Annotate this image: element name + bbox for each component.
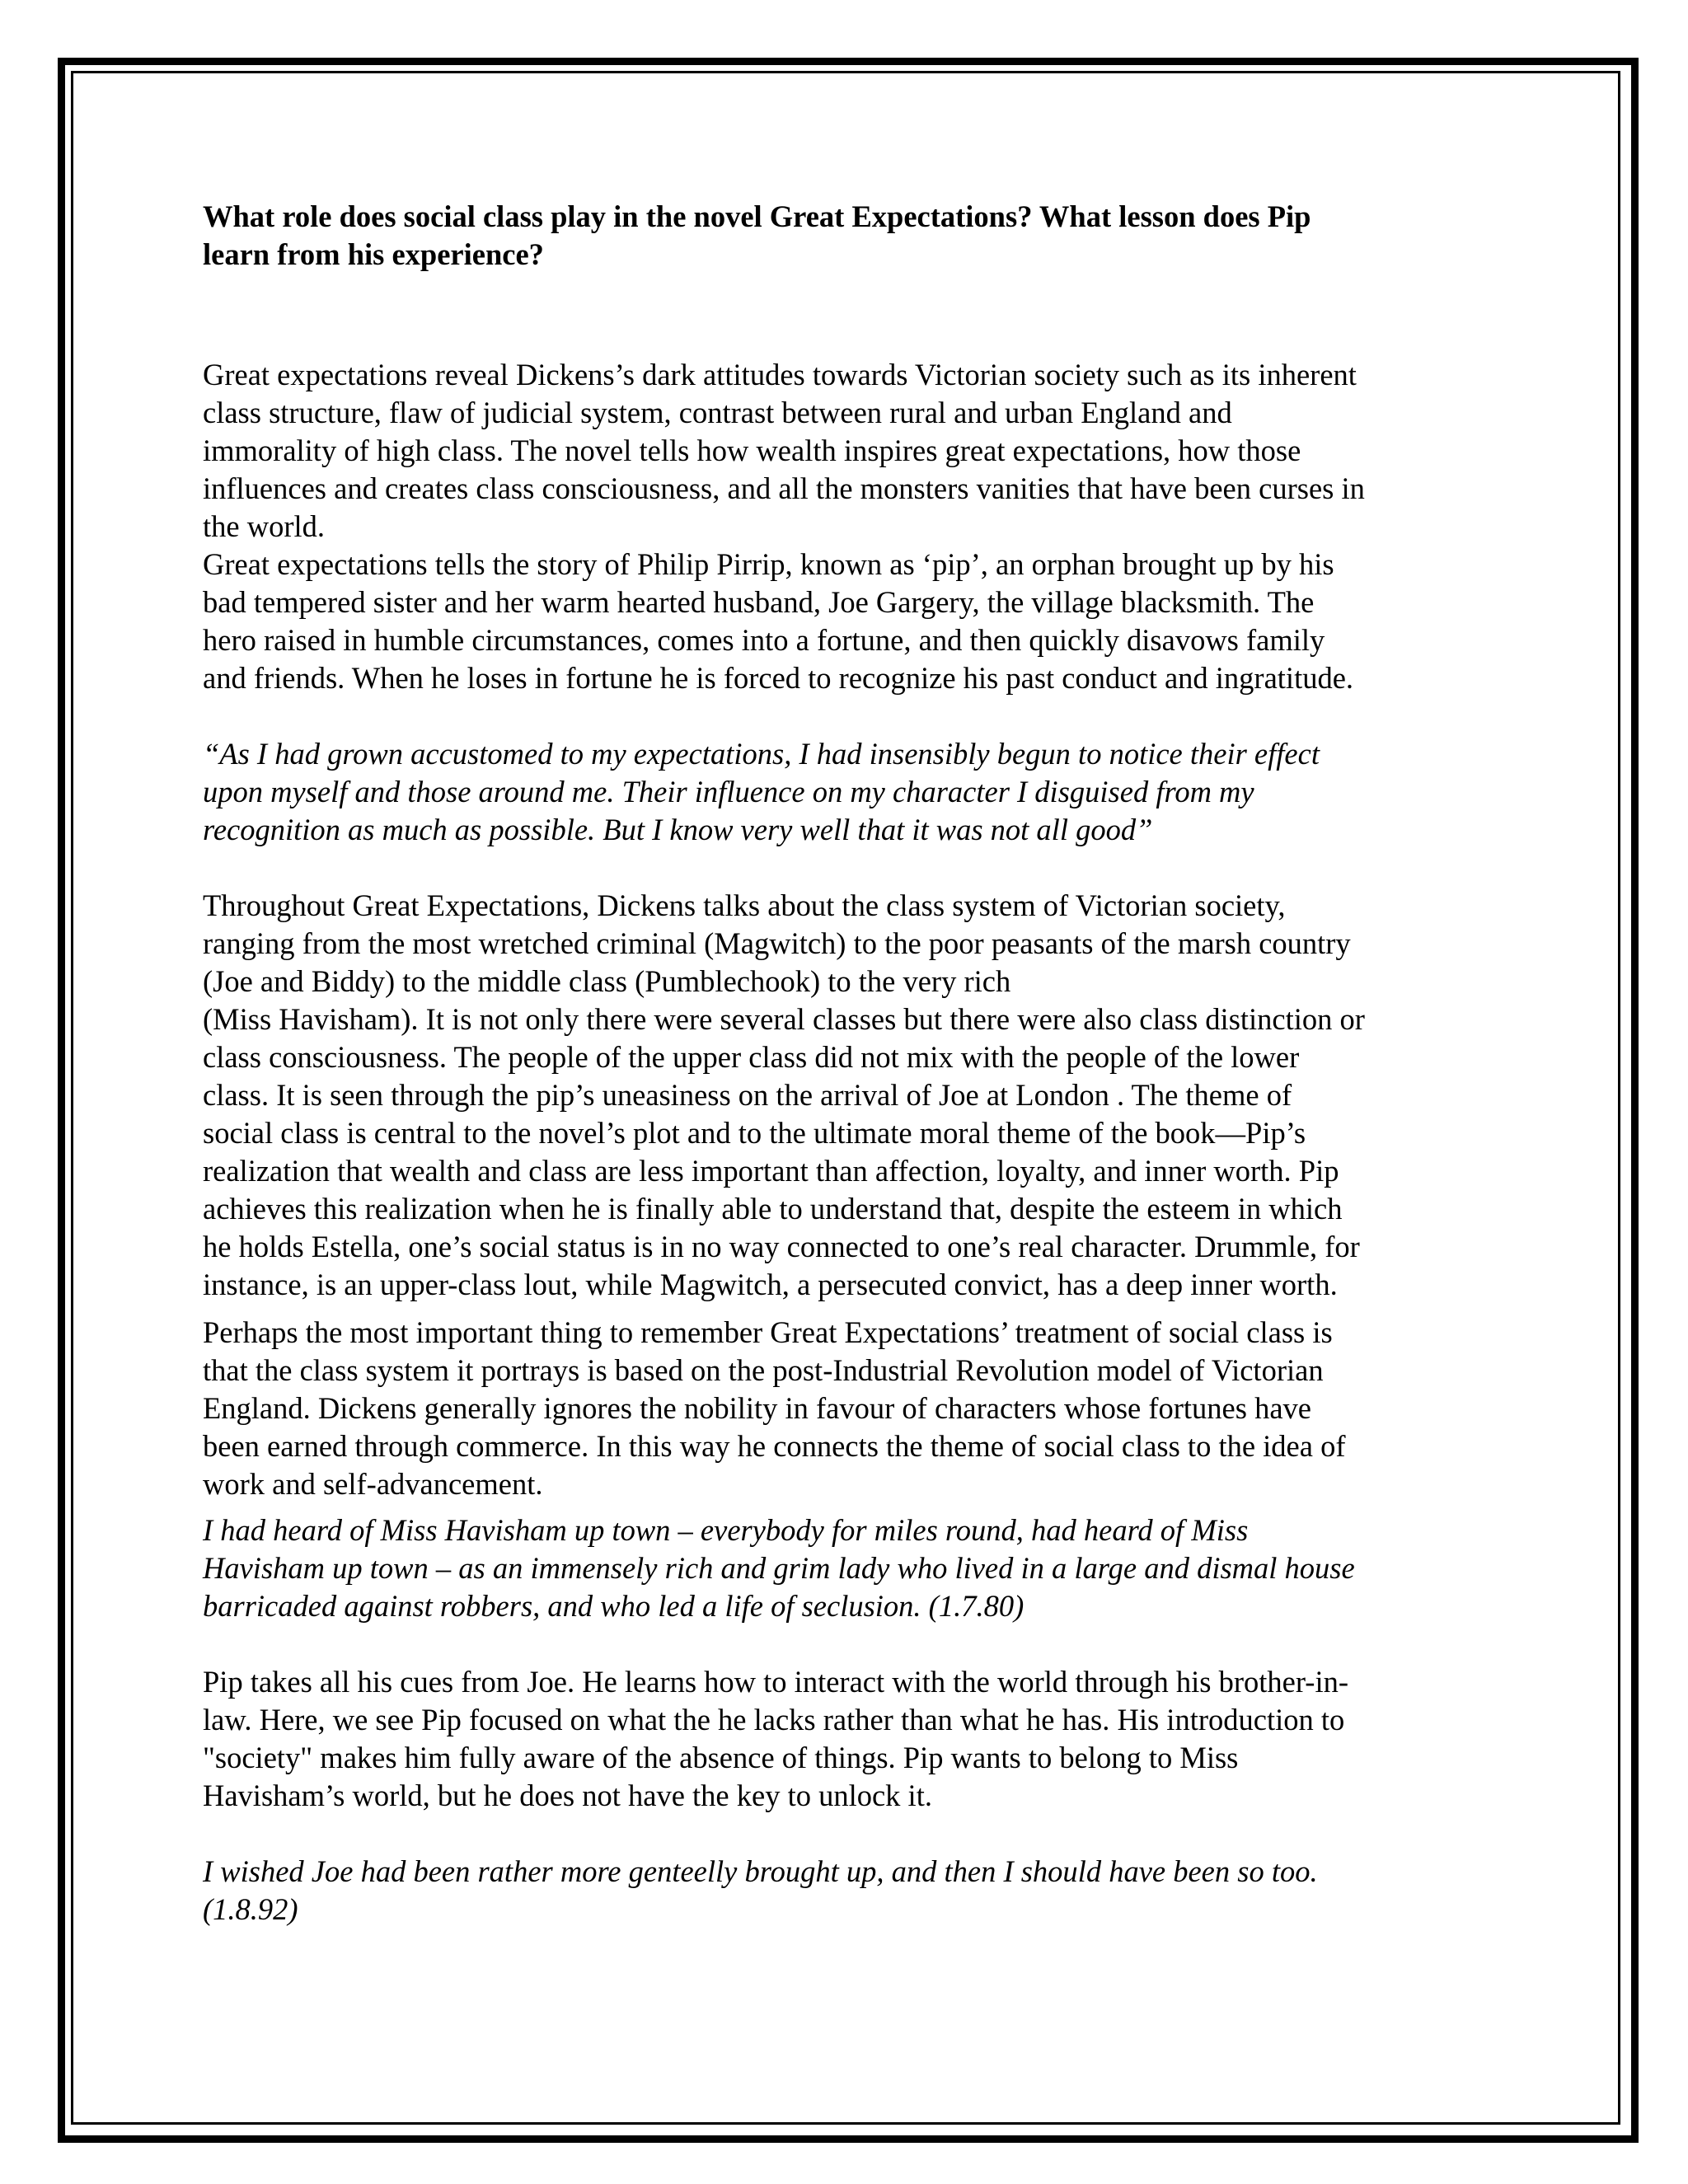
essay-question: What role does social class play in the novel Great Expectations? What lesson does Pip learn from his experience? [203,199,1311,271]
quote-expectations: “As I had grown accustomed to my expectations, I had insensibly begun to notice their effect upon myself and those around me. Their influence on my character I disguised from my recognition as much as possible. But I know very well that it was not all good” [203,737,1320,846]
quote-joe-genteel: I wished Joe had been rather more genteelly brought up, and then I should have been so too. (1.8.92) [203,1854,1318,1926]
paragraph-intro: Great expectations reveal Dickens’s dark attitudes towards Victorian society such as its inherent class structure, flaw of judicial system, contrast between rural and urban England and immorality of high class. The novel tells how wealth inspires great expectations, how those influences and creates class consciousness, and all the monsters vanities that have been curses in the world. [203,358,1365,543]
paragraph-pip-cues: Pip takes all his cues from Joe. He learns how to interact with the world through his brother-in- law. Here, we see Pip focused on what the he lacks rather than what he has. His introduction to "society" makes him fully aware of the absence of things. Pip wants to belong to Miss Havisham’s world, but he does not have the key to unlock it. [203,1665,1349,1812]
paragraph-story-summary: Great expectations tells the story of Philip Pirrip, known as ‘pip’, an orphan brought up by his bad tempered sister and her warm hearted husband, Joe Gargery, the village blacksmith. The hero raised in humble circumstances, comes into a fortune, and then quickly disavows family and friends. When he loses in fortune he is forced to recognize his past conduct and ingratitude. [203,547,1354,695]
document-body [203,198,1489,1929]
quote-miss-havisham: I had heard of Miss Havisham up town – everybody for miles round, had heard of Miss Havisham up town – as an immensely rich and grim lady who lived in a large and dismal house barricaded against robbers, and who led a life of seclusion. (1.7.80) [203,1513,1355,1623]
paragraph-industrial-model: Perhaps the most important thing to remember Great Expectations’ treatment of social class is that the class system it portrays is based on the post-Industrial Revolution model of Victorian England. Dickens generally ignores the nobility in favour of characters whose fortunes have been earned through commerce. In this way he connects the theme of social class to the idea of work and self-advancement. [203,1315,1346,1501]
paragraph-class-system: Throughout Great Expectations, Dickens talks about the class system of Victorian society, ranging from the most wretched criminal (Magwitch) to the poor peasants of the marsh country (Joe and Biddy) to the middle class (Pumblechook) to the very rich (Miss Havisham). It is not only there were several classes but there were also class distinction or class consciousness. The people of the upper class did not mix with the people of the lower class. It is seen through the pip’s uneasiness on the arrival of Joe at London . The theme of social class is central to the novel’s plot and to the ultimate moral theme of the book—Pip’s realization that wealth and class are less important than affection, loyalty, and inner worth. Pip achieves this realization when he is finally able to understand that, despite the esteem in which he holds Estella, one’s social status is in no way connected to one’s real character. Drummle, for instance, is an upper-class lout, while Magwitch, a persecuted convict, has a deep inner worth. [203,888,1365,1301]
